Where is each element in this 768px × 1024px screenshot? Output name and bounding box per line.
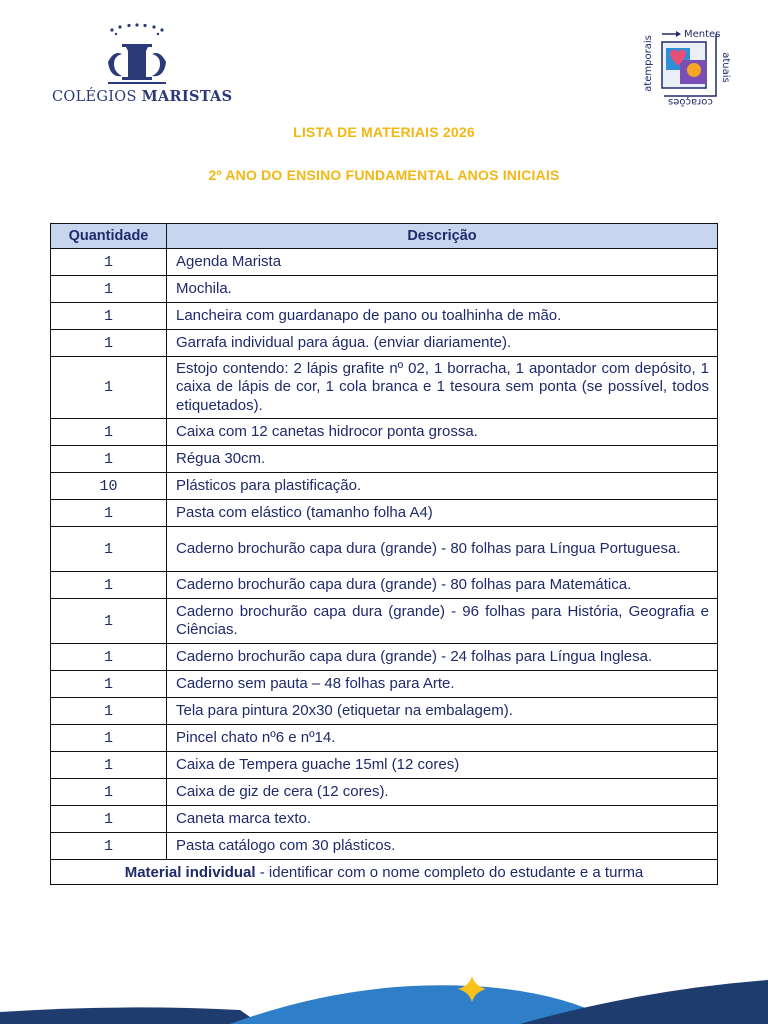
- row-quantity: 1: [51, 330, 167, 357]
- row-quantity: 1: [51, 357, 167, 419]
- badge-word-atemporais: atemporais: [642, 35, 654, 92]
- maristas-monogram-icon: [94, 22, 180, 88]
- table-row: [51, 806, 718, 833]
- row-description: Caderno brochurão capa dura (grande) - 80 folhas para Língua Portuguesa.: [167, 527, 718, 572]
- row-quantity: 1: [51, 572, 167, 599]
- row-quantity: 1: [51, 833, 167, 860]
- table-row: [51, 276, 718, 303]
- row-description: Régua 30cm.: [167, 446, 718, 473]
- table-row: [51, 249, 718, 276]
- table-row: [51, 419, 718, 446]
- row-description: Agenda Marista: [167, 249, 718, 276]
- table-row: [51, 330, 718, 357]
- row-quantity: 1: [51, 752, 167, 779]
- row-quantity: 1: [51, 446, 167, 473]
- row-description: Plásticos para plastificação.: [167, 473, 718, 500]
- row-quantity: 1: [51, 644, 167, 671]
- row-description: Caixa de Tempera guache 15ml (12 cores): [167, 752, 718, 779]
- table-row: [51, 725, 718, 752]
- table-row: [51, 357, 718, 419]
- row-description: Tela para pintura 20x30 (etiquetar na embalagem).: [167, 698, 718, 725]
- table-footer-note: Material individual - identificar com o nome completo do estudante e a turma: [51, 860, 718, 885]
- header-quantity: Quantidade: [51, 224, 167, 249]
- row-quantity: 1: [51, 527, 167, 572]
- logo-text: COLÉGIOS MARISTAS: [52, 88, 233, 105]
- row-description: Pasta com elástico (tamanho folha A4): [167, 500, 718, 527]
- row-quantity: 10: [51, 473, 167, 500]
- header-description: Descrição: [167, 224, 718, 249]
- row-description: Caderno brochurão capa dura (grande) - 96 folhas para História, Geografia e Ciências.: [167, 599, 718, 644]
- row-quantity: 1: [51, 303, 167, 330]
- table-row: [51, 303, 718, 330]
- row-quantity: 1: [51, 698, 167, 725]
- table-row: [51, 644, 718, 671]
- table-row: [51, 500, 718, 527]
- row-quantity: 1: [51, 779, 167, 806]
- row-quantity: 1: [51, 419, 167, 446]
- table-row: [51, 779, 718, 806]
- row-description: Garrafa individual para água. (enviar diariamente).: [167, 330, 718, 357]
- table-row: [51, 752, 718, 779]
- badge-word-mentes: Mentes: [684, 29, 721, 40]
- bottom-wave-decoration: [0, 960, 768, 1024]
- page-title: LISTA DE MATERIAIS 2026: [293, 124, 475, 140]
- row-quantity: 1: [51, 276, 167, 303]
- row-quantity: 1: [51, 599, 167, 644]
- row-description: Pasta catálogo com 30 plásticos.: [167, 833, 718, 860]
- row-description: Lancheira com guardanapo de pano ou toalhinha de mão.: [167, 303, 718, 330]
- row-quantity: 1: [51, 249, 167, 276]
- row-description: Caderno brochurão capa dura (grande) - 80 folhas para Matemática.: [167, 572, 718, 599]
- mentes-atuais-badge: [640, 28, 740, 112]
- table-footer-row: [51, 860, 718, 885]
- table-row: [51, 599, 718, 644]
- row-description: Pincel chato nº6 e nº14.: [167, 725, 718, 752]
- table-row: [51, 527, 718, 572]
- colegios-maristas-logo: [52, 22, 233, 106]
- table-row: [51, 833, 718, 860]
- table-row: [51, 698, 718, 725]
- table-row: [51, 446, 718, 473]
- table-row: [51, 572, 718, 599]
- row-description: Caixa com 12 canetas hidrocor ponta grossa.: [167, 419, 718, 446]
- badge-word-coracoes: corações: [668, 96, 713, 107]
- row-description: Mochila.: [167, 276, 718, 303]
- table-row: [51, 671, 718, 698]
- table-header-row: [51, 224, 718, 249]
- row-quantity: 1: [51, 500, 167, 527]
- badge-word-atuais: atuais: [719, 52, 731, 83]
- row-quantity: 1: [51, 806, 167, 833]
- row-description: Caneta marca texto.: [167, 806, 718, 833]
- row-description: Estojo contendo: 2 lápis grafite nº 02, 1 borracha, 1 apontador com depósito, 1 caixa de lápis de cor, 1 cola branca e 1 tesoura sem ponta (se possível, todos etiquetados).: [167, 357, 718, 419]
- table-row: [51, 473, 718, 500]
- page-subtitle: 2º ANO DO ENSINO FUNDAMENTAL ANOS INICIAIS: [208, 167, 560, 183]
- row-quantity: 1: [51, 725, 167, 752]
- materials-table: [50, 223, 718, 885]
- row-description: Caixa de giz de cera (12 cores).: [167, 779, 718, 806]
- row-description: Caderno brochurão capa dura (grande) - 24 folhas para Língua Inglesa.: [167, 644, 718, 671]
- row-quantity: 1: [51, 671, 167, 698]
- row-description: Caderno sem pauta – 48 folhas para Arte.: [167, 671, 718, 698]
